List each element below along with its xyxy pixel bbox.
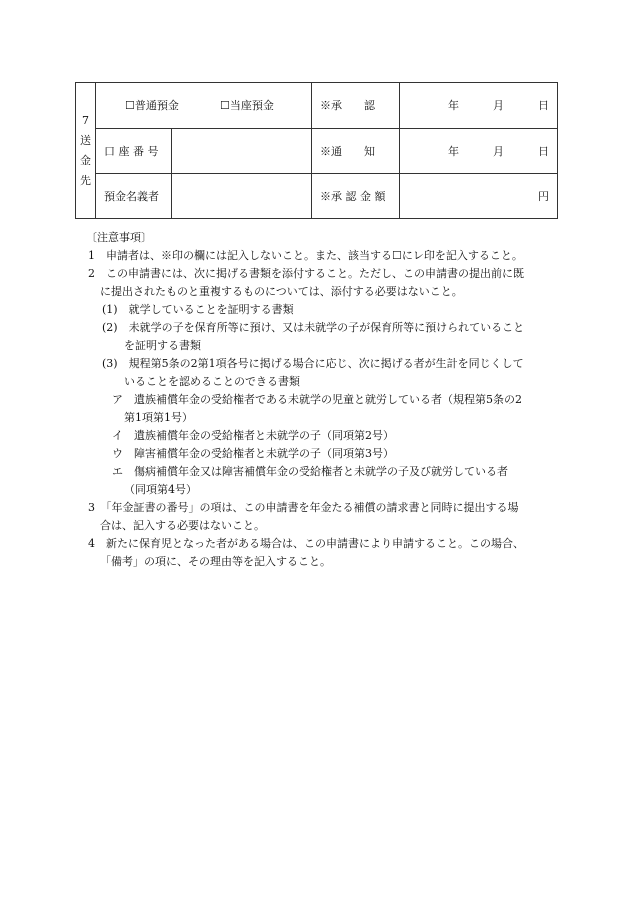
note-line: エ 傷病補償年金又は障害補償年金の受給権者と未就学の子及び就労している者 (112, 465, 508, 478)
account-number-label: 口 座 番 号 (104, 144, 159, 158)
note-line: ア 遺族補償年金の受給権者である未就学の児童と就労している者（規程第5条の2 (112, 393, 522, 406)
section-label-char: 先 (80, 173, 91, 187)
notes-section (88, 229, 558, 571)
section-label-cell (76, 83, 96, 219)
notes-heading: 〔注意事項〕 (86, 231, 152, 244)
ordinary-deposit-checkbox[interactable]: ☐普通預金 (125, 99, 179, 112)
approval-label-cell (312, 83, 400, 129)
current-deposit-checkbox[interactable]: ☐当座預金 (220, 99, 274, 112)
note-line: (1) 就学していることを証明する書類 (102, 303, 294, 316)
approval-label: ※承 認 (320, 99, 375, 112)
note-line: に提出されたものと重複するものについては、添付する必要はないこと。 (100, 285, 463, 298)
note-line: 2 この申請書には、次に掲げる書類を添付すること。ただし、この申請書の提出前に既 (88, 267, 524, 280)
month-label: 月 (493, 99, 504, 112)
section-label-char: 送 (80, 133, 91, 147)
notice-label-cell (312, 129, 400, 174)
note-line: （同項第4号） (124, 483, 197, 496)
note-line: イ 遺族補償年金の受給権者と未就学の子（同項第2号） (112, 429, 394, 442)
approval-date-cell[interactable] (400, 83, 558, 129)
approved-amount-label: ※承 認 金 額 (320, 189, 386, 203)
section-label-char: 金 (80, 153, 91, 167)
note-line: ウ 障害補償年金の受給権者と未就学の子（同項第3号） (112, 447, 394, 460)
note-line: 1 申請者は、※印の欄には記入しないこと。また、該当する☐にレ印を記入すること。 (88, 249, 523, 262)
note-line: いることを認めることのできる書類 (124, 375, 300, 388)
note-line: (2) 未就学の子を保育所等に預け、又は未就学の子が保育所等に預けられていること (102, 321, 525, 334)
month-label: 月 (493, 144, 504, 158)
deposit-type-cell (96, 83, 312, 129)
approved-amount-label-cell (312, 174, 400, 219)
day-label: 日 (538, 144, 549, 158)
note-line: 第1項第1号） (124, 411, 193, 424)
account-holder-label-cell (96, 174, 172, 219)
note-line: を証明する書類 (124, 339, 201, 352)
account-holder-field[interactable] (172, 174, 312, 219)
remittance-table (75, 82, 558, 219)
year-label: 年 (448, 99, 459, 112)
day-label: 日 (538, 99, 549, 112)
notice-date-cell[interactable] (400, 129, 558, 174)
yen-label: 円 (538, 189, 549, 203)
account-holder-label: 預金名義者 (104, 189, 159, 203)
note-line: (3) 規程第5条の2第1項各号に掲げる場合に応じ、次に掲げる者が生計を同じくして (102, 357, 524, 370)
notice-label: ※通 知 (320, 144, 375, 158)
year-label: 年 (448, 144, 459, 158)
section-number: 7 (82, 113, 89, 127)
note-line: 合は、記入する必要はないこと。 (100, 519, 265, 532)
account-number-label-cell (96, 129, 172, 174)
note-line: 3 「年金証書の番号」の項は、この申請書を年金たる補償の請求書と同時に提出する場 (88, 501, 519, 514)
account-number-field[interactable] (172, 129, 312, 174)
approved-amount-field[interactable] (400, 174, 558, 219)
note-line: 4 新たに保育児となった者がある場合は、この申請書により申請すること。この場合、 (88, 537, 524, 550)
note-line: 「備考」の項に、その理由等を記入すること。 (100, 555, 331, 568)
